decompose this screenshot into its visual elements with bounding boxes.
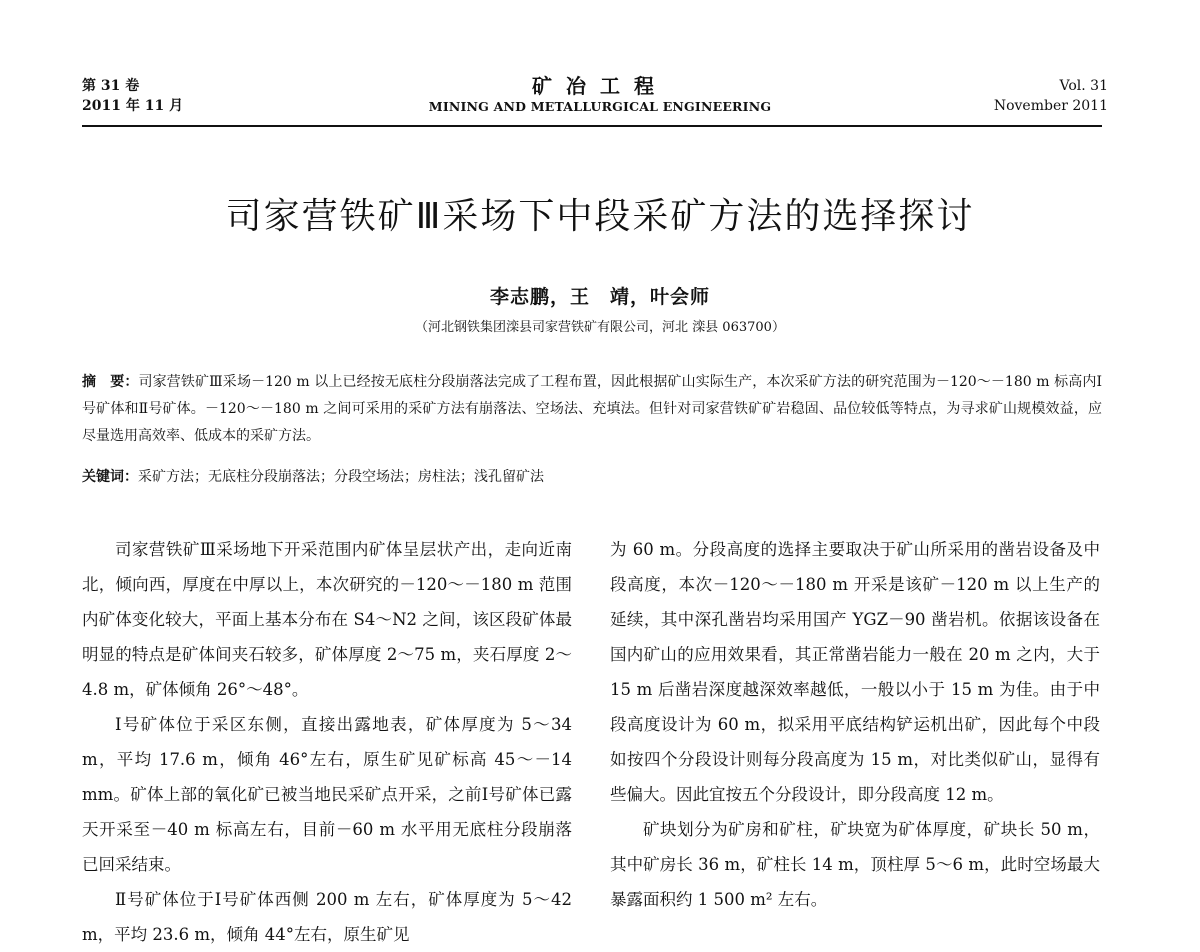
paragraph: 为 60 m。分段高度的选择主要取决于矿山所采用的凿岩设备及中段高度，本次－120～－180 m 开采是该矿－120 m 以上生产的延续，其中深孔凿岩均采用国产 YGZ－90 凿岩机。依据该设备在国内矿山的应用效果看，其正常凿岩能力一般在 20 m 之内，大于 15 m 后凿岩深度越深效率越低，一般以小于 15 m 为佳。由于中段高度设计为 60 m，拟采用平底结构铲运机出矿，因此每个中段如按四个分段设计则每分段高度为 15 m，对比类似矿山，显得有些偏大。因此宜按五个分段设计，即分段高度 12 m。 — [610, 540, 1100, 804]
volume-cn: 第 31 卷 — [82, 78, 140, 94]
body-column-left — [82, 532, 572, 952]
keywords-text: 采矿方法；无底柱分段崩落法；分段空场法；房柱法；浅孔留矿法 — [138, 469, 544, 485]
abstract-label: 摘 要： — [82, 374, 139, 390]
journal-title-cn: 矿冶工程 — [532, 74, 668, 98]
article-title: 司家营铁矿Ⅲ采场下中段采矿方法的选择探讨 — [225, 196, 975, 237]
date-cn: 2011 年 11 月 — [82, 98, 184, 114]
keywords — [82, 464, 1102, 491]
running-header-right — [888, 76, 1108, 116]
journal-title-en: MINING AND METALLURGICAL ENGINEERING — [428, 99, 772, 114]
body-column-right — [610, 532, 1100, 917]
paragraph: Ⅱ号矿体位于Ⅰ号矿体西侧 200 m 左右，矿体厚度为 5～42 m，平均 23.6 m，倾角 44°左右，原生矿见 — [82, 890, 572, 944]
volume-en: Vol. 31 — [1059, 78, 1108, 94]
abstract-text: 司家营铁矿Ⅲ采场－120 m 以上已经按无底柱分段崩落法完成了工程布置，因此根据矿山实际生产，本次采矿方法的研究范围为－120～－180 m 标高内Ⅰ号矿体和Ⅱ号矿体。－120～－180 m 之间可采用的采矿方法有崩落法、空场法、充填法。但针对司家营铁矿矿岩稳固、品位较低等特点，为寻求矿山规模效益，应尽量选用高效率、低成本的采矿方法。 — [82, 374, 1103, 444]
header-rule — [82, 125, 1102, 127]
paragraph: 司家营铁矿Ⅲ采场地下开采范围内矿体呈层状产出，走向近南北，倾向西，厚度在中厚以上，本次研究的－120～－180 m 范围内矿体变化较大，平面上基本分布在 S4～N2 之间，该区段矿体最明显的特点是矿体间夹石较多，矿体厚度 2～75 m，夹石厚度 2～4.8 m，矿体倾角 26°～48°。 — [82, 540, 572, 699]
abstract — [82, 369, 1102, 450]
paragraph: 矿块划分为矿房和矿柱，矿块宽为矿体厚度，矿块长 50 m，其中矿房长 36 m，矿柱长 14 m，顶柱厚 5～6 m，此时空场最大暴露面积约 1 500 m² 左右。 — [610, 820, 1100, 909]
paragraph: Ⅰ号矿体位于采区东侧，直接出露地表，矿体厚度为 5～34 m，平均 17.6 m，倾角 46°左右，原生矿见矿标高 45～－14 mm。矿体上部的氧化矿已被当地民采矿点开采，之前Ⅰ号矿体已露天开采至－40 m 标高左右，目前－60 m 水平用无底柱分段崩落已回采结束。 — [82, 715, 572, 874]
date-en: November 2011 — [993, 98, 1108, 114]
affiliation: （河北钢铁集团滦县司家营铁矿有限公司，河北 滦县 063700） — [415, 320, 785, 335]
authors: 李志鹏，王 靖，叶会师 — [489, 286, 710, 308]
keywords-label: 关键词： — [82, 469, 138, 485]
